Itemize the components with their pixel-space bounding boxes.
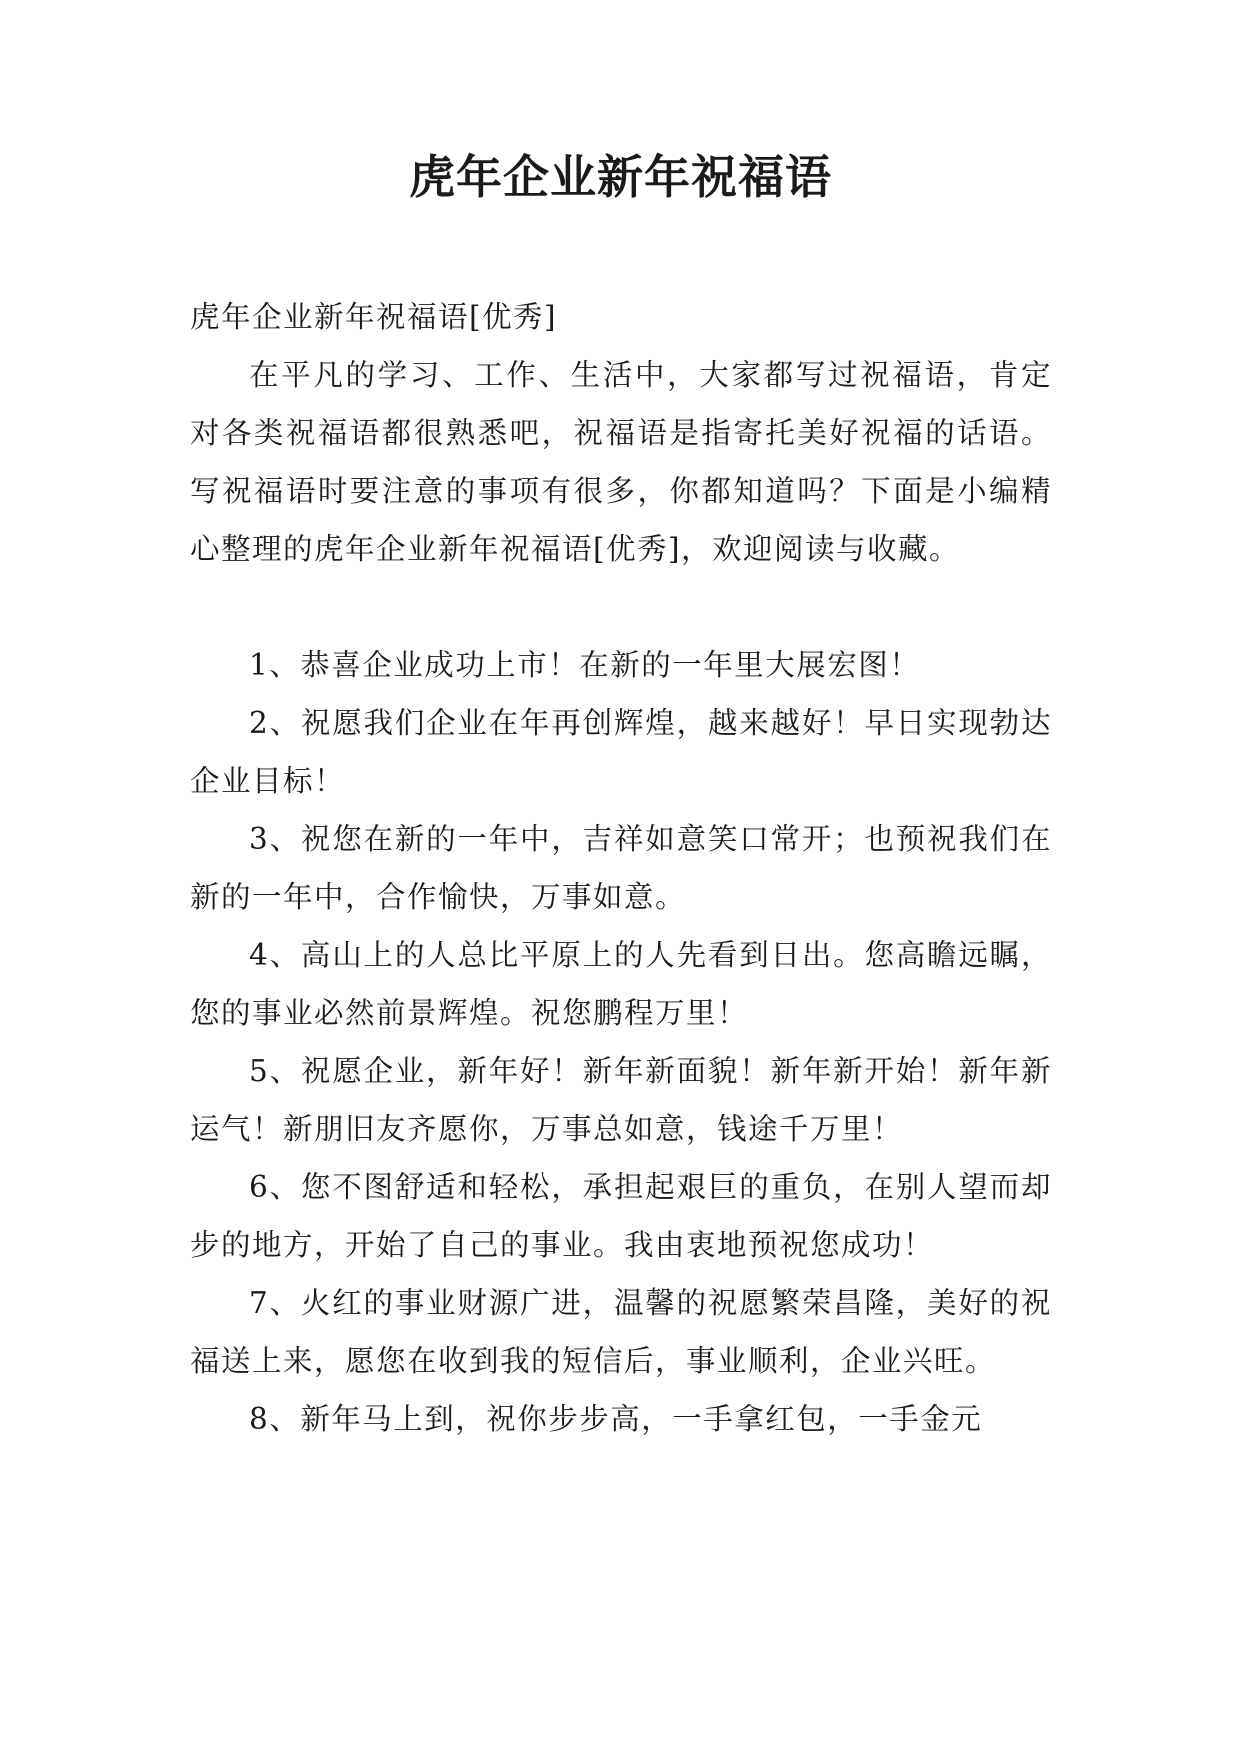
list-item: 2、祝愿我们企业在年再创辉煌，越来越好！早日实现勃达企业目标！ xyxy=(190,706,1052,798)
paragraph-spacer xyxy=(190,578,1052,636)
document-title: 虎年企业新年祝福语 xyxy=(409,150,832,204)
list-item: 8、新年马上到，祝你步步高，一手拿红包，一手金元 xyxy=(249,1402,983,1436)
list-item: 4、高山上的人总比平原上的人先看到日出。您高瞻远瞩，您的事业必然前景辉煌。祝您鹏程万里！ xyxy=(190,938,1052,1030)
list-item: 7、火红的事业财源广进，温馨的祝愿繁荣昌隆，美好的祝福送上来，愿您在收到我的短信后，事业顺利，企业兴旺。 xyxy=(190,1286,1052,1378)
document-subtitle: 虎年企业新年祝福语[优秀] xyxy=(190,300,558,334)
list-item: 1、恭喜企业成功上市！在新的一年里大展宏图！ xyxy=(249,648,921,682)
list-item: 5、祝愿企业，新年好！新年新面貌！新年新开始！新年新运气！新朋旧友齐愿你，万事总如意，钱途千万里！ xyxy=(190,1054,1052,1146)
intro-paragraph: 在平凡的学习、工作、生活中，大家都写过祝福语，肯定对各类祝福语都很熟悉吧，祝福语是指寄托美好祝福的话语。写祝福语时要注意的事项有很多，你都知道吗？下面是小编精心整理的虎年企业新年祝福语[优秀]，欢迎阅读与收藏。 xyxy=(190,358,1052,566)
list-item: 6、您不图舒适和轻松，承担起艰巨的重负，在别人望而却步的地方，开始了自己的事业。我由衷地预祝您成功！ xyxy=(190,1170,1052,1262)
list-item: 3、祝您在新的一年中，吉祥如意笑口常开；也预祝我们在新的一年中，合作愉快，万事如意。 xyxy=(190,822,1052,914)
document-body xyxy=(190,288,1052,1448)
